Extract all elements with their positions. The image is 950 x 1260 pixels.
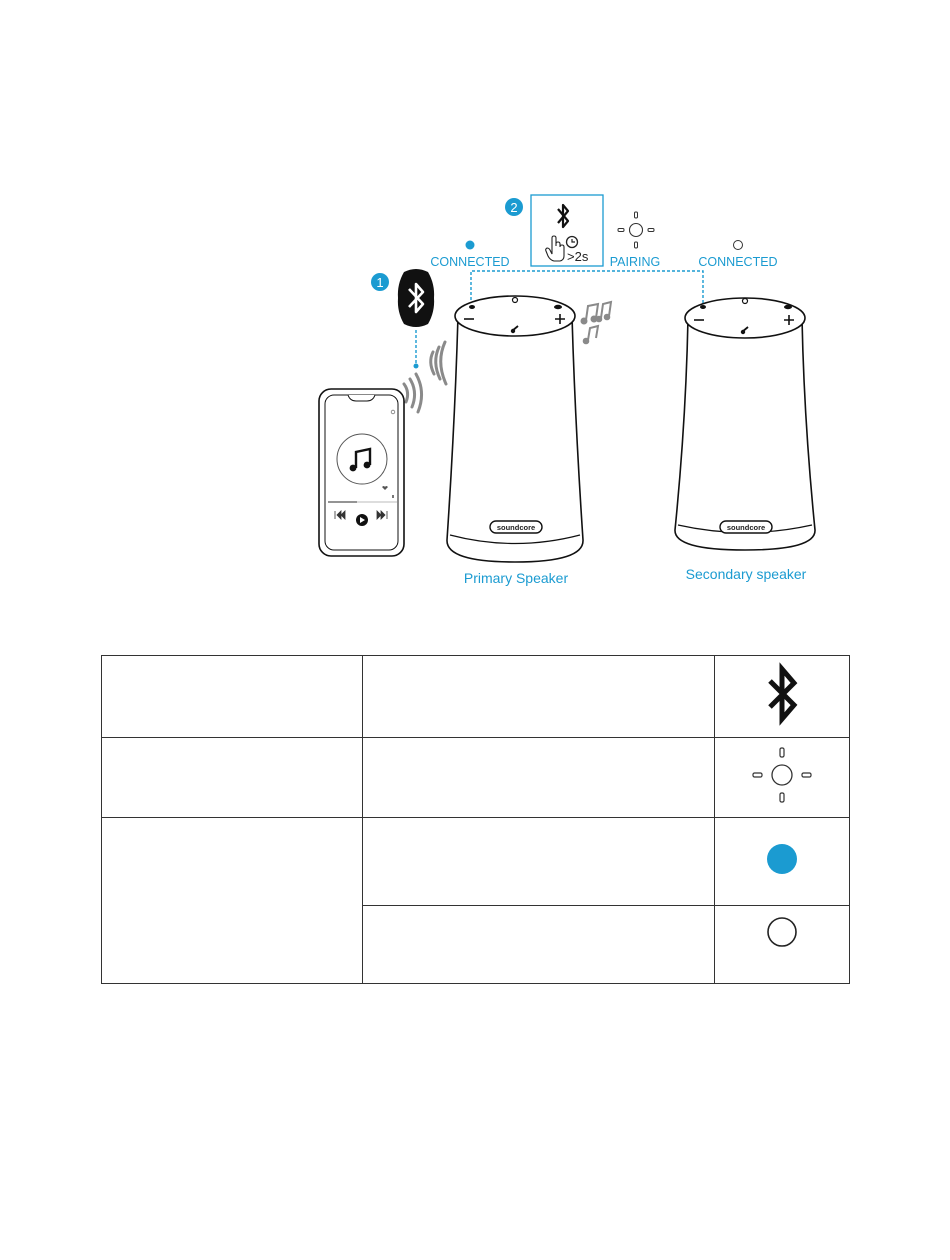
table-cell-detail <box>363 656 715 738</box>
table-cell-detail <box>363 818 715 906</box>
status-secondary-connected: CONNECTED <box>698 255 778 269</box>
smartphone-icon <box>319 389 404 556</box>
status-pairing: PAIRING <box>609 255 661 269</box>
solid-blue-dot-icon <box>762 839 802 879</box>
primary-speaker-caption: Primary Speaker <box>463 570 569 586</box>
table-row <box>102 818 850 906</box>
table-cell-description <box>102 656 363 738</box>
connected-blue-dot <box>466 241 475 250</box>
signal-waves-icon <box>404 342 446 412</box>
pairing-led-icon <box>750 745 814 805</box>
primary-speaker <box>447 296 583 562</box>
music-notes-icon <box>582 302 612 343</box>
pairing-led-icon <box>618 212 654 248</box>
hollow-circle-icon <box>762 912 802 952</box>
table-cell-detail <box>363 906 715 984</box>
step-2-number: 2 <box>510 200 518 215</box>
table-row <box>102 738 850 818</box>
press-duration: >2s <box>567 249 589 264</box>
pairing-diagram <box>0 0 950 620</box>
secondary-speaker <box>675 298 815 550</box>
bluetooth-icon <box>762 661 802 727</box>
table-cell-detail <box>363 738 715 818</box>
step-1-number: 1 <box>376 275 384 290</box>
table-row <box>102 656 850 738</box>
table-cell-description <box>102 818 363 984</box>
bluetooth-badge <box>398 269 434 327</box>
status-primary-connected: CONNECTED <box>430 255 510 269</box>
secondary-speaker-caption: Secondary speaker <box>685 566 807 582</box>
secondary-speaker-logo: soundcore <box>726 523 766 532</box>
connected-hollow-dot <box>734 241 743 250</box>
led-status-table <box>101 655 850 984</box>
primary-speaker-logo: soundcore <box>496 523 536 532</box>
step-2-group <box>505 195 603 266</box>
clock-icon <box>567 237 578 248</box>
table-cell-description <box>102 738 363 818</box>
